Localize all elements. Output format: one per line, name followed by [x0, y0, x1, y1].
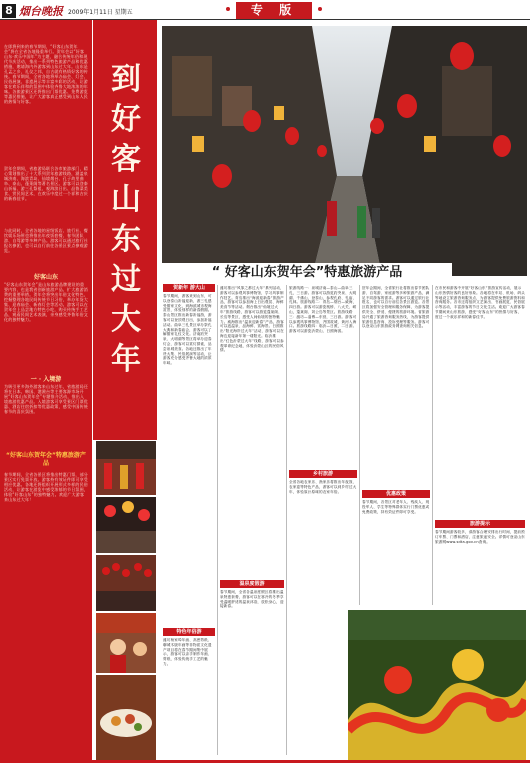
- headline-char: 东: [111, 222, 141, 257]
- candied-haws-photo: [96, 555, 156, 611]
- column-subhead: 温泉度假游: [220, 580, 284, 588]
- headline-char: 年: [111, 342, 141, 377]
- headline-char: 大: [111, 302, 141, 337]
- column-5-text: 在市民和游客中开展“好客山东”旅游宣传活动，展示山东热情好客的良好形象。各地将在车站、机场、码头等地设立旅游咨询服务点，为游客提供免费旅游资料和咨询服务。各市还将组织文艺演出、书画展览、民俗展示等活动，丰富游客的节日文化生活。欢迎广大游客春节期间来山东旅游，感受“好客山东”的热情与好客，度过一个欢乐祥和的新春佳节。: [435, 286, 525, 319]
- banner-dot-left: [226, 7, 230, 11]
- left-body-2: 贺年会期间，省旅游局联合各市旅游部门，精心策划推出了十大系列贺年旅游线路，涵盖泉城济南、海滨青岛、仙境烟台、孔子故里曲阜、泰山、蓬莱阁等著名景区。游客可以登泰山祈福、游三孔祭祖、观海滨日出、品鲁菜美食、赏民间艺术，在欢乐中度过一个祥和吉庆的新春佳节。: [4, 166, 88, 201]
- column-3-text: 旅游线路一：泉城济南—泰山—曲阜三孔，三日游。游客可以游览趵突泉、大明湖、千佛山，登泰山，参观孔府、孔庙、孔林。旅游线路二：青岛—烟台—威海，四日游。游客可以游览栈桥、八大关、崂山，蓬莱阁、刘公岛等景区。旅游线路三：潍坊—淄博—东营，三日游。游客可以参观风筝博物馆、齐国故城、黄河入海口。旅游线路四：临沂—日照，二日游。游客可以游览沂蒙山、日照海滨。: [289, 286, 357, 334]
- title-column: [93, 20, 157, 440]
- column-2-text: 潍坊推出“风筝之都过大年”系列活动，游客可以参观风筝博物馆，学习风筝制作技艺。青岛推出“海滨迎新春”旅游产品，游客可以参加海上日出观赏、海鲜美食节等活动。烟台推出“仙境过大年”旅游线路，游客可以游览蓬莱阁、长岛等景区，感受人间仙境的独特魅力。威海推出“温泉迎新春”产品，游客可以泡温泉、品海鲜、赏海景。日照推出“阳光海岸过大年”活动，游客可以在海边迎接新年第一缕阳光。临沂推出“红色沂蒙过大年”线路，游客可以参观革命纪念地，体验沂蒙山区的民俗风情。: [220, 286, 284, 353]
- lantern-street-photo: [162, 26, 527, 276]
- left-body-4: “好客山东贺年会”是山东旅游品牌建设的重要内容，也是我省创新旅游产品、扩大旅游消费的重要举措。贺年会将突出年俗文化特色，挖掘整理各地民间传统节日习俗，举办年货大集、迎春庙会、新春灯会等活动。游客可以在贺年会上品尝地方特色小吃，购买传统手工艺品，观看民间艺术表演，亲身感受齐鲁年俗文化的独特魅力。: [4, 282, 88, 322]
- date-line: 2009年1月11日 星期五: [68, 9, 133, 16]
- headline-char: 到: [111, 62, 141, 97]
- left-column: [0, 20, 92, 763]
- column-divider: [217, 285, 218, 755]
- column-divider: [432, 285, 433, 605]
- column-4b-text: 春节期间，各景区对老年人、残疾人、现役军人、学生等特殊群体实行门票优惠或免费政策，持有效证件即可享受。: [362, 500, 430, 514]
- article-headline: “ 好客山东贺年会”特惠旅游产品: [162, 263, 452, 283]
- temple-fair-photo: [96, 441, 156, 495]
- banner-dot-right: [318, 7, 322, 11]
- column-1-text: 春节期间，游客来到山东，可以登泰山祈福迎新，游三孔感受儒家文化，到海滨城市观海赏景，体验别样的新春假期。泰山景区推出新春祈福游，游客可以登顶观日出，参加祈福活动。曲阜三孔景区举办祭孔大典和新春庙会，游客可以了解儒家礼仪文化。济南趵突泉、大明湖等景区将举办迎春灯会，游客可以赏灯猜谜，品尝泉城美食。各地还推出了年货大集、民俗展演等活动，让游客充分感受齐鲁大地的浓浓年味。: [163, 294, 212, 366]
- column-5b-text: 春节期间游客较多，请游客合理安排出行时间，提前预订车票、门票和酒店，注意旅途安全。详情可登录山东旅游网www.sdta.gov.cn查询。: [435, 530, 525, 544]
- lantern-night-photo: [96, 497, 156, 553]
- left-intro-text: 在即将到来的春节期间，“好客山东贺年会”将在全省各地隆重举行。贺年会以“好客山东·欢乐中国年”为主题，融合传统年俗和现代节庆活动，推出一系列特色旅游产品和优惠措施，邀请海内外游客到山东过大年。山东是孔孟之乡，礼仪之邦，自古就有热情好客的传统。春节期间，全省各地将举办庙会、灯会、民俗展演、非遗展示等丰富多彩的活动，让游客在欢乐祥和的氛围中体验齐鲁大地浓浓的年味。各旅游景区还将推出门票优惠、免费游览等惠民措施，让广大游客真正感受到山东人民的热情与好客。: [4, 44, 88, 104]
- column-subhead: 乡村旅游: [289, 470, 357, 478]
- vertical-headline: [106, 60, 146, 380]
- left-yellow-title: “好客山东贺年会”特惠旅游产品: [6, 452, 86, 467]
- column-3b-text: 全省各地农家乐、渔家乐将推出年夜饭、农家宴等特色产品，游客可以到乡村过大年，体验原汁原味的农家年俗。: [289, 480, 357, 494]
- dragon-dance-photo: [348, 610, 526, 760]
- left-subhead-1: 好客山东: [33, 274, 58, 281]
- food-dishes-photo: [96, 675, 156, 760]
- headline-char: 客: [111, 142, 141, 177]
- column-subhead: 优惠政策: [362, 490, 430, 498]
- column-1b-text: 潍坊杨家埠年画、高密剪纸、聊城木版年画等非物质文化遗产项目将在春节期间集中展示，游客可以亲手制作年画、剪纸，体验传统手工艺的魅力。: [163, 638, 212, 666]
- headline-char: 好: [111, 102, 141, 137]
- headline-char: 过: [111, 262, 141, 297]
- column-divider: [359, 285, 360, 605]
- page-number: 8: [2, 4, 16, 18]
- newspaper-logo: 烟台晚报: [19, 5, 63, 18]
- left-body-5: 为吸引更多海外游客来山东过年，省旅游局还将在日本、韩国、港澳台等主要客源市场开展“好客山东贺年会”专题推介活动，推出入境旅游优惠产品。入境游客可享受景区门票优惠、酒店住宿折扣等优惠政策，感受中国传统春节的喜庆氛围。: [4, 384, 88, 414]
- column-2b-text: 春节期间，全省各温泉度假区将推出温泉特惠套餐，游客可以在寒冷的冬季享受温暖舒适的温泉沐浴，放松身心，迎接新春。: [220, 590, 284, 609]
- column-subhead: 特色年俗游: [163, 628, 215, 636]
- left-body-6: 春节期间，全省各景区将推出特惠门票，部分景区实行免票开放。游客持有效证件即可享受相应优惠。各地还将组织开展形式多样的民俗活动，让游客在游览中感受浓郁的节日氛围，体验“好客山东”的独特魅力。欢迎广大游客来山东过大年！: [4, 472, 88, 502]
- left-body-3: 与此同时，全省各地的星级饭店、旅行社、餐饮娱乐场所也将推出年夜饭套餐、春节团队游、自驾游等多种产品。游客可以通过旅行社报名参团，也可以自行前往各景区景点参观游览。: [4, 228, 88, 253]
- column-subhead: 贺新年 游大山: [163, 284, 215, 292]
- column-subhead: 旅游提示: [435, 520, 525, 528]
- headline-char: 山: [111, 182, 141, 217]
- left-subhead-2: 一 · 入境游: [30, 376, 62, 383]
- section-banner: 专 版: [236, 2, 312, 19]
- column-4-text: 贺年会期间，全省旅行社将推出春节团队游、自驾游、家庭游等多种旅游产品，满足不同游客的需求。游客可以通过旅行社报名，也可以自行前往各景区游览。各景区将加强安全管理和服务保障，为游客提供安全、舒适、便捷的旅游环境。省旅游局开通了旅游咨询服务热线，为游客提供旅游信息咨询、投诉受理等服务。游客可以登录山东旅游政务网查询相关信息。: [362, 286, 430, 329]
- masthead: [0, 0, 530, 20]
- column-divider: [286, 285, 287, 755]
- folk-performance-photo: [96, 613, 156, 673]
